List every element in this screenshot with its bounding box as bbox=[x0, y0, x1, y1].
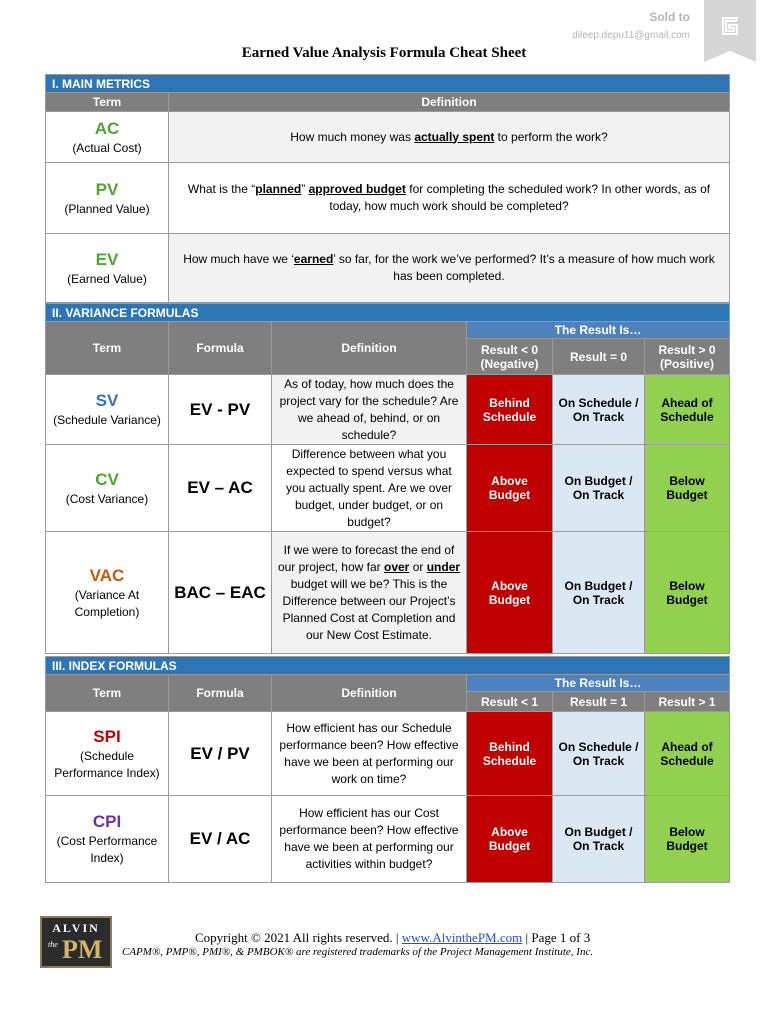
result-positive-cell: Below Budget bbox=[645, 445, 730, 532]
def-text: ” bbox=[301, 182, 309, 196]
result-positive-cell: Ahead of Schedule bbox=[645, 712, 730, 796]
col-header-definition: Definition bbox=[272, 675, 467, 712]
term-full: (Schedule Performance Index) bbox=[54, 748, 160, 780]
def-text: to perform the work? bbox=[494, 129, 608, 144]
col-header-definition: Definition bbox=[272, 322, 467, 375]
term-cell bbox=[46, 796, 169, 883]
col-header-result-negative: Result < 0 (Negative) bbox=[467, 339, 553, 375]
term-abbr: PV bbox=[95, 179, 119, 199]
formula-cell: BAC – EAC bbox=[169, 532, 272, 654]
result-positive-cell: Below Budget bbox=[645, 532, 730, 654]
result-negative-cell: Above Budget bbox=[467, 445, 553, 532]
result-zero-cell: On Schedule / On Track bbox=[553, 712, 645, 796]
logo-pm: PM bbox=[62, 935, 103, 964]
term-abbr: CV bbox=[95, 469, 119, 489]
table-row bbox=[46, 112, 730, 163]
term-abbr: VAC bbox=[89, 565, 125, 585]
def-emphasis: planned bbox=[255, 182, 302, 196]
term-cell bbox=[46, 532, 169, 654]
definition-cell: Difference between what you expected to spend versus what you actually spent. Are we over budget, under budget, or on budget? bbox=[272, 445, 467, 532]
def-text: budget will we be? This is the Difference between our Project’s Planned Cost at Completion and our New Cost Estimate. bbox=[282, 576, 456, 642]
col-header-result-zero: Result = 0 bbox=[553, 339, 645, 375]
trademark-notice: CAPM®, PMP®, PMI®, & PMBOK® are registered trademarks of the Project Management Institute, Inc. bbox=[122, 946, 594, 958]
term-full: (Actual Cost) bbox=[72, 140, 142, 155]
col-header-result-equal: Result = 1 bbox=[553, 692, 645, 712]
definition-cell bbox=[169, 163, 730, 234]
result-positive-cell: Ahead of Schedule bbox=[645, 375, 730, 445]
table-row bbox=[46, 163, 730, 234]
def-emphasis: approved budget bbox=[308, 182, 406, 196]
term-abbr: SPI bbox=[93, 726, 121, 746]
def-text: ’ so far, for the work we’ve performed? It’s a measure of how much work has been completed. bbox=[333, 252, 715, 283]
term-cell bbox=[46, 234, 169, 303]
table-row bbox=[46, 375, 730, 445]
result-negative-cell: Above Budget bbox=[467, 796, 553, 883]
logo-alvin: ALVIN bbox=[52, 921, 100, 935]
col-header-formula: Formula bbox=[169, 322, 272, 375]
table-row bbox=[46, 796, 730, 883]
index-formulas-table bbox=[45, 656, 730, 883]
term-cell bbox=[46, 375, 169, 445]
page-title: Earned Value Analysis Formula Cheat Sheet bbox=[241, 45, 527, 61]
term-abbr: SV bbox=[95, 391, 119, 410]
col-header-term: Term bbox=[46, 322, 169, 375]
def-text: What is the “ bbox=[187, 182, 256, 196]
result-header: The Result Is… bbox=[467, 322, 730, 339]
def-text: How much money was bbox=[290, 129, 415, 144]
copyright-text: Copyright © 2021 All rights reserved. | bbox=[195, 930, 402, 945]
table-row bbox=[46, 712, 730, 796]
result-negative-cell: Above Budget bbox=[467, 532, 553, 654]
result-zero-cell: On Schedule / On Track bbox=[553, 375, 645, 445]
website-link[interactable]: www.AlvinthePM.com bbox=[401, 930, 523, 945]
col-header-result-positive: Result > 0 (Positive) bbox=[645, 339, 730, 375]
def-emphasis: over bbox=[384, 559, 410, 574]
col-header-term: Term bbox=[46, 675, 169, 712]
term-cell bbox=[46, 712, 169, 796]
term-cell bbox=[46, 445, 169, 532]
def-emphasis: actually spent bbox=[414, 129, 495, 144]
section-header-main-metrics: I. MAIN METRICS bbox=[46, 75, 730, 93]
def-text: or bbox=[409, 559, 427, 574]
definition-cell: How efficient has our Cost performance been? How effective have we been at performing our activities within budget? bbox=[272, 796, 467, 883]
alvin-the-pm-logo bbox=[40, 916, 112, 968]
table-row bbox=[46, 234, 730, 303]
sold-to-label: Sold to bbox=[649, 10, 690, 24]
term-full: (Cost Variance) bbox=[65, 491, 149, 506]
term-full: (Schedule Variance) bbox=[53, 413, 161, 427]
formula-cell: EV / PV bbox=[169, 712, 272, 796]
def-text: If we were to forecast the end of our project, how far bbox=[277, 542, 455, 574]
sold-to-watermark bbox=[572, 10, 690, 41]
page-number: | Page 1 of 3 bbox=[522, 930, 591, 945]
def-emphasis: earned bbox=[293, 252, 334, 266]
buyer-email: dileep.depu11@gmail.com bbox=[572, 30, 690, 41]
definition-cell: As of today, how much does the project vary for the schedule? Are we ahead of, behind, or on schedule? bbox=[272, 375, 467, 445]
definition-cell: How efficient has our Schedule performance been? How effective have we been at performing our work on time? bbox=[272, 712, 467, 796]
result-positive-cell: Below Budget bbox=[645, 796, 730, 883]
col-header-term: Term bbox=[46, 93, 169, 112]
term-abbr: AC bbox=[94, 118, 120, 138]
def-emphasis: under bbox=[426, 559, 461, 574]
table-row bbox=[46, 532, 730, 654]
result-header: The Result Is… bbox=[467, 675, 730, 692]
def-text: for completing the scheduled work? In other words, as of today, how much work should be completed? bbox=[329, 182, 711, 213]
result-zero-cell: On Budget / On Track bbox=[553, 445, 645, 532]
result-zero-cell: On Budget / On Track bbox=[553, 532, 645, 654]
term-cell bbox=[46, 163, 169, 234]
col-header-result-greater: Result > 1 bbox=[645, 692, 730, 712]
formula-cell: EV - PV bbox=[169, 375, 272, 445]
definition-cell bbox=[272, 532, 467, 654]
section-header-variance: II. VARIANCE FORMULAS bbox=[46, 304, 730, 322]
formula-cell: EV / AC bbox=[169, 796, 272, 883]
term-cell bbox=[46, 112, 169, 163]
col-header-result-less: Result < 1 bbox=[467, 692, 553, 712]
logo-the: the bbox=[48, 940, 58, 949]
definition-cell bbox=[169, 234, 730, 303]
formula-cell: EV – AC bbox=[169, 445, 272, 532]
main-metrics-table bbox=[45, 74, 730, 303]
definition-cell bbox=[169, 112, 730, 163]
term-full: (Cost Performance Index) bbox=[56, 834, 158, 865]
term-full: (Planned Value) bbox=[64, 201, 150, 216]
col-header-formula: Formula bbox=[169, 675, 272, 712]
scribd-icon bbox=[718, 14, 742, 38]
term-full: (Earned Value) bbox=[67, 271, 147, 286]
section-header-index: III. INDEX FORMULAS bbox=[46, 657, 730, 675]
def-text: How much have we ‘ bbox=[183, 252, 294, 266]
term-full: (Variance At Completion) bbox=[74, 587, 140, 619]
term-abbr: CPI bbox=[92, 812, 122, 831]
table-row bbox=[46, 445, 730, 532]
result-negative-cell: Behind Schedule bbox=[467, 375, 553, 445]
term-abbr: EV bbox=[95, 249, 119, 269]
col-header-definition: Definition bbox=[169, 93, 730, 112]
copyright-line bbox=[195, 930, 590, 946]
variance-formulas-table bbox=[45, 303, 730, 654]
result-zero-cell: On Budget / On Track bbox=[553, 796, 645, 883]
result-negative-cell: Behind Schedule bbox=[467, 712, 553, 796]
